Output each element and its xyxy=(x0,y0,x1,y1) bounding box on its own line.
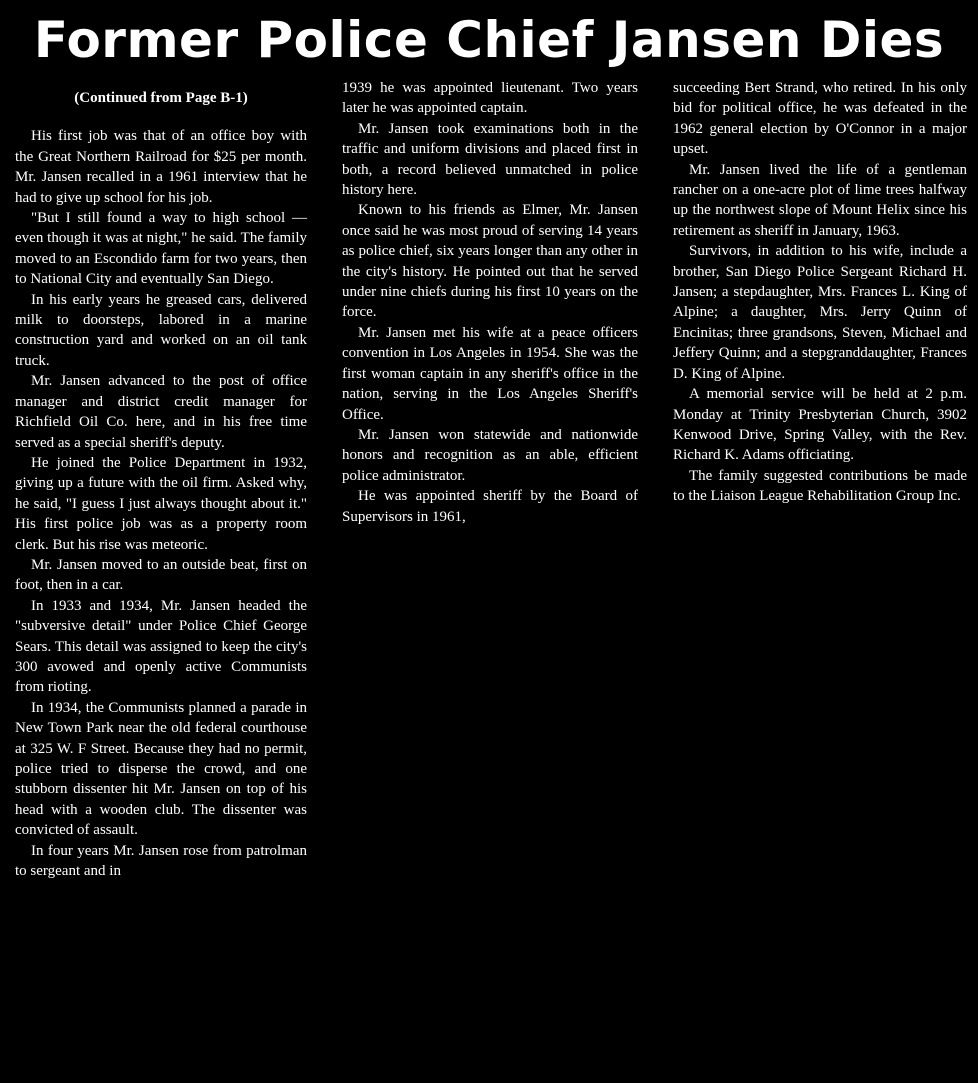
paragraph: Mr. Jansen met his wife at a peace officers convention in Los Angeles in 1954. She was the first woman captain in any sheriff's office in the nation, serving in the Los Angeles Sheriff's Office. xyxy=(342,324,638,423)
headline: Former Police Chief Jansen Dies xyxy=(33,11,945,69)
paragraph: Mr. Jansen lived the life of a gentleman rancher on a one-acre plot of lime trees halfway up the northwest slope of Mount Helix since his retirement as sheriff in January, 1963. xyxy=(673,161,967,239)
article-column-3 xyxy=(673,78,967,507)
paragraph: His first job was that of an office boy with the Great Northern Railroad for $25 per month. Mr. Jansen recalled in a 1961 interview that he had to give up school for his job. xyxy=(15,128,307,206)
article-column-1 xyxy=(15,88,307,881)
paragraph: In four years Mr. Jansen rose from patrolman to sergeant and in xyxy=(15,842,307,880)
paragraph: He joined the Police Department in 1932, giving up a future with the oil firm. Asked why, he said, "I guess I just always thought about it." His first police job was as a property room clerk. But his rise was meteoric. xyxy=(15,454,307,553)
paragraph: Mr. Jansen took examinations both in the traffic and uniform divisions and placed first in both, a record believed unmatched in police history here. xyxy=(342,120,638,199)
paragraph: Survivors, in addition to his wife, include a brother, San Diego Police Sergeant Richard H. Jansen; a stepdaughter, Mrs. Frances L. King of Alpine; a daughter, Mrs. Jerry Quinn of Encinitas; three grandsons, Steven, Michael and Jeffery Quinn; and a stepgranddaughter, Frances D. King of Alpine. xyxy=(673,243,967,382)
paragraph: Known to his friends as Elmer, Mr. Jansen once said he was most proud of serving 14 years as police chief, six years longer than any other in the city's history. He pointed out that he served under nine chiefs during his first 10 years on the force. xyxy=(342,202,638,321)
paragraph: In 1933 and 1934, Mr. Jansen headed the "subversive detail" under Police Chief George Sears. This detail was assigned to keep the city's 300 avowed and openly active Communists from rioting. xyxy=(15,597,307,696)
paragraph: "But I still found a way to high school — even though it was at night," he said. The family moved to an Escondido farm for two years, then to National City and eventually San Diego. xyxy=(15,210,307,288)
paragraph: The family suggested contributions be made to the Liaison League Rehabilitation Group Inc. xyxy=(673,467,967,505)
paragraph: Mr. Jansen advanced to the post of office manager and district credit manager for Richfield Oil Co. here, and in his free time served as a special sheriff's deputy. xyxy=(15,373,307,451)
paragraph: Mr. Jansen won statewide and nationwide honors and recognition as an able, efficient police administrator. xyxy=(342,426,638,484)
paragraph: 1939 he was appointed lieutenant. Two years later he was appointed captain. xyxy=(342,80,638,117)
paragraph: A memorial service will be held at 2 p.m. Monday at Trinity Presbyterian Church, 3902 Kenwood Drive, Spring Valley, with the Rev. Richard K. Adams officiating. xyxy=(673,386,967,464)
article-column-2 xyxy=(342,78,638,527)
continued-note: (Continued from Page B-1) xyxy=(74,90,248,106)
paragraph: Mr. Jansen moved to an outside beat, first on foot, then in a car. xyxy=(15,556,307,594)
paragraph: succeeding Bert Strand, who retired. In his only bid for political office, he was defeated in the 1962 general election by O'Connor in a major upset. xyxy=(673,80,967,158)
paragraph: In his early years he greased cars, delivered milk to doorsteps, labored in a marine construction yard and worked on an oil tank truck. xyxy=(15,291,307,369)
paragraph: In 1934, the Communists planned a parade in New Town Park near the old federal courthouse at 325 W. F Street. Because they had no permit, police tried to disperse the crowd, and one stubborn dissenter hit Mr. Jansen on top of his head with a wooden club. The dissenter was convicted of assault. xyxy=(15,699,307,839)
paragraph: He was appointed sheriff by the Board of Supervisors in 1961, xyxy=(342,488,638,525)
